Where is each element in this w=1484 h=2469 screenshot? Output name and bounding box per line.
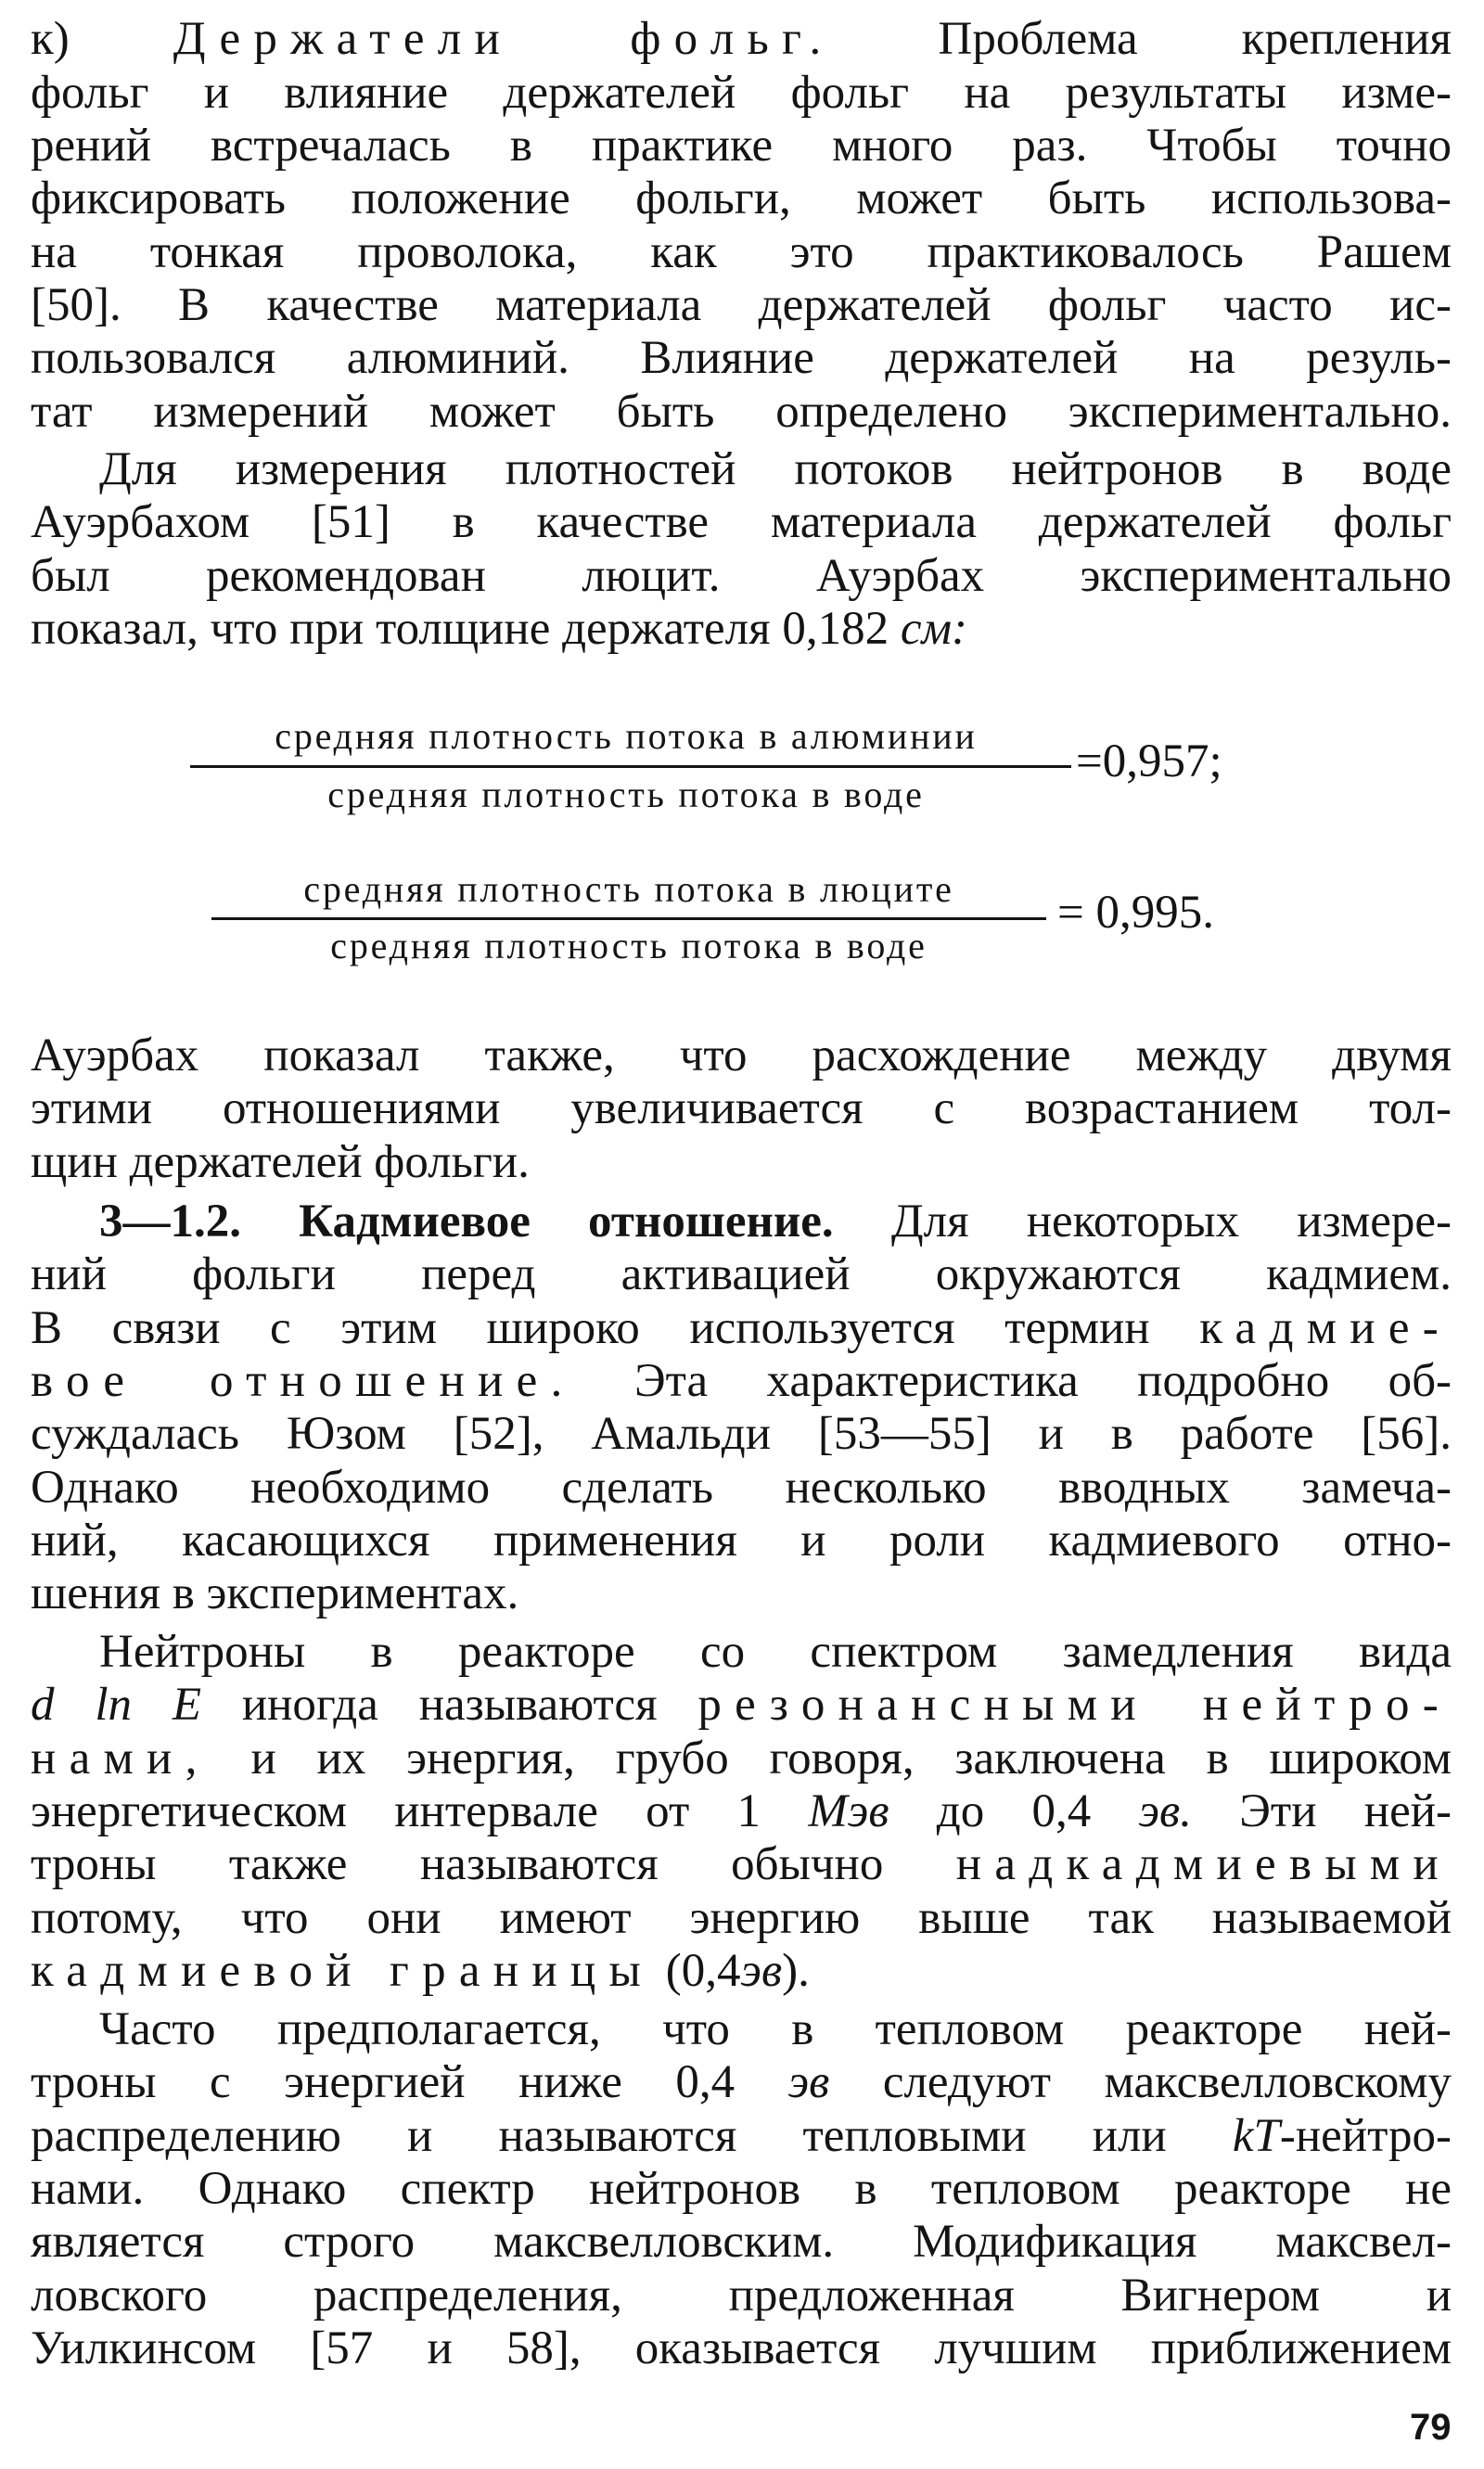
unit-cm: см:	[900, 603, 967, 655]
p3-line-2: этими отношениями увеличивается с возрастанием тол-	[31, 1082, 1452, 1134]
p6-line-6: ловского распределения, предложенная Вигнером и	[31, 2270, 1452, 2322]
p1-line-4: фиксировать положение фольги, может быть использова-	[31, 173, 1452, 224]
p5-line-1: Нейтроны в реакторе со спектром замедления вида	[99, 1626, 1452, 1678]
p1-line-5: на тонкая проволока, как это практиковалось Рашем	[31, 226, 1452, 278]
formula-1-numerator: средняя плотность потока в алюминии	[275, 715, 978, 757]
unit-ev-2: эв	[787, 2056, 830, 2108]
formula-1-value: =0,957;	[1076, 736, 1222, 787]
unit-mev: Мэв	[808, 1785, 889, 1837]
p2-line-3: был рекомендован люцит. Ауэрбах экспериментально	[31, 550, 1452, 602]
p4-line-5: суждалась Юзом [52], Амальди [53—55] и в работе [56].	[31, 1408, 1452, 1460]
term-resonance-neutrons: резонансными нейтро-	[697, 1679, 1452, 1731]
p3-line-1: Ауэрбах показал также, что расхождение между двумя	[31, 1030, 1452, 1081]
p6-line-3: распределению и называются тепловыми или kT-нейтро-	[31, 2110, 1452, 2162]
p5-line-7: кадмиевой границы (0,4эв).	[31, 1945, 810, 1997]
p4-line-8: шения в экспериментах.	[31, 1567, 519, 1619]
p4-line-4: вое отношение. Эта характеристика подробно об-	[31, 1355, 1452, 1407]
p4-line-3: В связи с этим широко используется термин кадмие-	[31, 1302, 1452, 1354]
subsection-heading: Держатели фольг.	[173, 13, 835, 65]
p6-line-5: является строго максвелловским. Модификация максвел-	[31, 2216, 1452, 2268]
term-epicadmium: надкадмиевыми	[955, 1838, 1452, 1890]
math-kT: kT	[1232, 2110, 1280, 2162]
p4-line-2: ний фольги перед активацией окружаются кадмием.	[31, 1248, 1452, 1300]
p1-line-7: пользовался алюминий. Влияние держателей на резуль-	[31, 332, 1452, 384]
formula-1-fraction-bar	[190, 765, 1071, 768]
p6-line-1: Часто предполагается, что в тепловом реакторе ней-	[99, 2003, 1452, 2055]
p1-line-3: рений встречалась в практике много раз. Чтобы точно	[31, 120, 1452, 172]
p1-line-2: фольг и влияние держателей фольг на результаты изме-	[31, 67, 1452, 119]
p4-line-7: ний, касающихся применения и роли кадмиевого отно-	[31, 1515, 1452, 1567]
section-heading: 3—1.2. Кадмиевое отношение.	[99, 1196, 834, 1247]
p4-line-1: 3—1.2. Кадмиевое отношение. Для некоторых измере-	[99, 1196, 1452, 1247]
p2-line-2: Ауэрбахом [51] в качестве материала держателей фольг	[31, 496, 1452, 548]
term-cadmium-ratio-cont: вое отношение.	[31, 1355, 576, 1407]
formula-2-value: = 0,995.	[1057, 887, 1215, 939]
p2-line-4: показал, что при толщине держателя 0,182 см:	[31, 603, 967, 655]
term-cadmium-cutoff: кадмиевой границы	[31, 1945, 655, 1997]
term-cadmium-ratio: кадмие-	[1199, 1302, 1452, 1354]
formula-2-denominator: средняя плотность потока в воде	[330, 925, 928, 966]
p5-line-6: потому, что они имеют энергию выше так называемой	[31, 1892, 1452, 1944]
formula-2-numerator: средняя плотность потока в люците	[303, 868, 954, 910]
p1-line-6: [50]. В качестве материала держателей фольг часто ис-	[31, 279, 1452, 331]
p5-line-3: нами, и их энергия, грубо говоря, заключена в широком	[31, 1733, 1452, 1785]
p5-line-4: энергетическом интервале от 1 Мэв до 0,4 эв. Эти ней-	[31, 1785, 1452, 1837]
p6-line-2: троны с энергией ниже 0,4 эв следуют максвелловскому	[31, 2056, 1452, 2108]
page-number: 79	[1410, 2407, 1452, 2448]
formula-2-fraction-bar	[211, 917, 1046, 920]
p5-line-5: троны также называются обычно надкадмиевыми	[31, 1838, 1452, 1890]
p6-line-7: Уилкинсом [57 и 58], оказывается лучшим приближением	[31, 2322, 1452, 2374]
p1-line-8: тат измерений может быть определено экспериментально.	[31, 386, 1452, 438]
p2-line-1: Для измерения плотностей потоков нейтронов в воде	[99, 443, 1452, 495]
p6-line-4: нами. Однако спектр нейтронов в тепловом реакторе не	[31, 2163, 1452, 2215]
unit-ev: эв.	[1138, 1785, 1192, 1837]
math-dlnE: d ln E	[31, 1679, 201, 1731]
p3-line-3: щин держателей фольги.	[31, 1136, 530, 1188]
p1-line-1: к) Держатели фольг. Проблема крепления	[31, 13, 1452, 65]
p5-line-2: d ln E иногда называются резонансными нейтро-	[31, 1679, 1452, 1731]
list-label: к)	[31, 13, 70, 65]
formula-1-denominator: средняя плотность потока в воде	[327, 774, 925, 815]
p4-line-6: Однако необходимо сделать несколько вводных замеча-	[31, 1462, 1452, 1514]
